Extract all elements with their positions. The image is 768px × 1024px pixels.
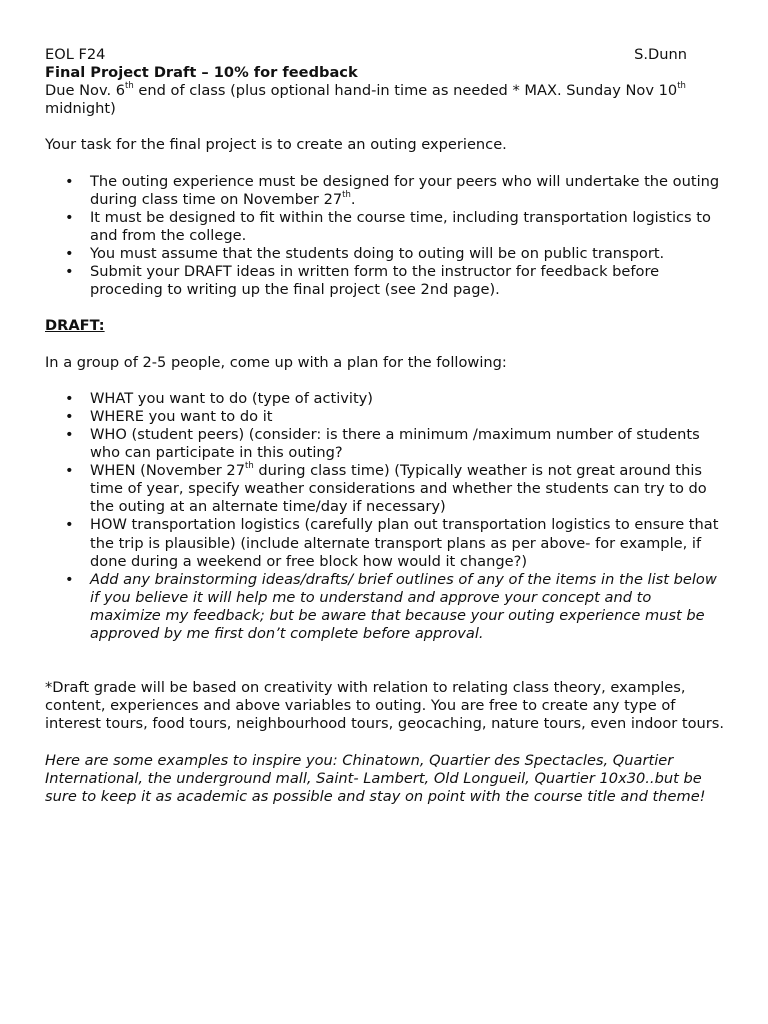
list-item: • Submit your DRAFT ideas in written form to the instructor for feedback before proceding to writing up the final project (see 2nd page). [65, 263, 660, 299]
document-title: Final Project Draft – 10% for feedback [45, 64, 358, 82]
author-name: S.Dunn [634, 46, 687, 63]
bullet-icon: • [65, 389, 74, 407]
list-item: • HOW transportation logistics (carefully plan out transportation logistics to ensure that the trip is plausible) (include alternate transport plans as per above- for example, if done during a weekend or free block how would it change?) [65, 516, 719, 570]
bullet-icon: • [65, 462, 74, 480]
bullet-icon: • [65, 208, 74, 226]
due-date-line: Due Nov. 6th end of class (plus optional hand-in time as needed * MAX. Sunday Nov 10th midnight) [45, 81, 686, 118]
bullet-icon: • [65, 245, 74, 263]
bullet-icon: • [65, 425, 74, 443]
task-intro: Your task for the final project is to create an outing experience. [45, 136, 507, 154]
course-code: EOL F24 [45, 46, 106, 63]
list-item: • You must assume that the students doing to outing will be on public transport. [65, 245, 665, 263]
list-item: • WHERE you want to do it [65, 407, 273, 425]
list-item: • The outing experience must be designed for your peers who will undertake the outing during class time on November 27th. [65, 172, 720, 208]
grade-note: *Draft grade will be based on creativity with relation to relating class theory, examples, content, experiences and above variables to outing. You are free to create any type of interest tours, food tours, neighbourhood tours, geocaching, nature tours, even indoor tours. [45, 679, 725, 733]
bullet-icon: • [65, 516, 74, 534]
bullet-icon: • [65, 407, 74, 425]
list-item: • Add any brainstorming ideas/drafts/ brief outlines of any of the items in the list below if you believe it will help me to understand and approve your concept and to maximize my feedback; but be aware that because your outing experience must be approved by me first don’t complete before approval. [65, 570, 717, 642]
list-item: • WHAT you want to do (type of activity) [65, 389, 373, 407]
bullet-icon: • [65, 172, 74, 190]
list-item: • WHEN (November 27th during class time) (Typically weather is not great around this time of year, specify weather considerations and whether the students can try to do the outing at an alternate time/day if necessary) [65, 461, 707, 516]
list-item: • It must be designed to fit within the course time, including transportation logistics to and from the college. [65, 208, 711, 244]
plan-items-list [45, 390, 725, 643]
bullet-icon: • [65, 570, 74, 588]
task-requirements-list [45, 173, 725, 300]
header-line [45, 46, 687, 64]
examples-paragraph: Here are some examples to inspire you: Chinatown, Quartier des Spectacles, Quartier International, the underground mall, Saint- Lambert, Old Longueil, Quartier 10x30..but be sure to keep it as academic as possible and stay on point with the course title and theme! [45, 751, 706, 805]
list-item: • WHO (student peers) (consider: is there a minimum /maximum number of students who can participate in this outing? [65, 425, 700, 462]
draft-heading: DRAFT: [45, 317, 105, 335]
bullet-icon: • [65, 263, 74, 281]
group-intro: In a group of 2-5 people, come up with a plan for the following: [45, 353, 507, 371]
document-page [45, 46, 725, 806]
